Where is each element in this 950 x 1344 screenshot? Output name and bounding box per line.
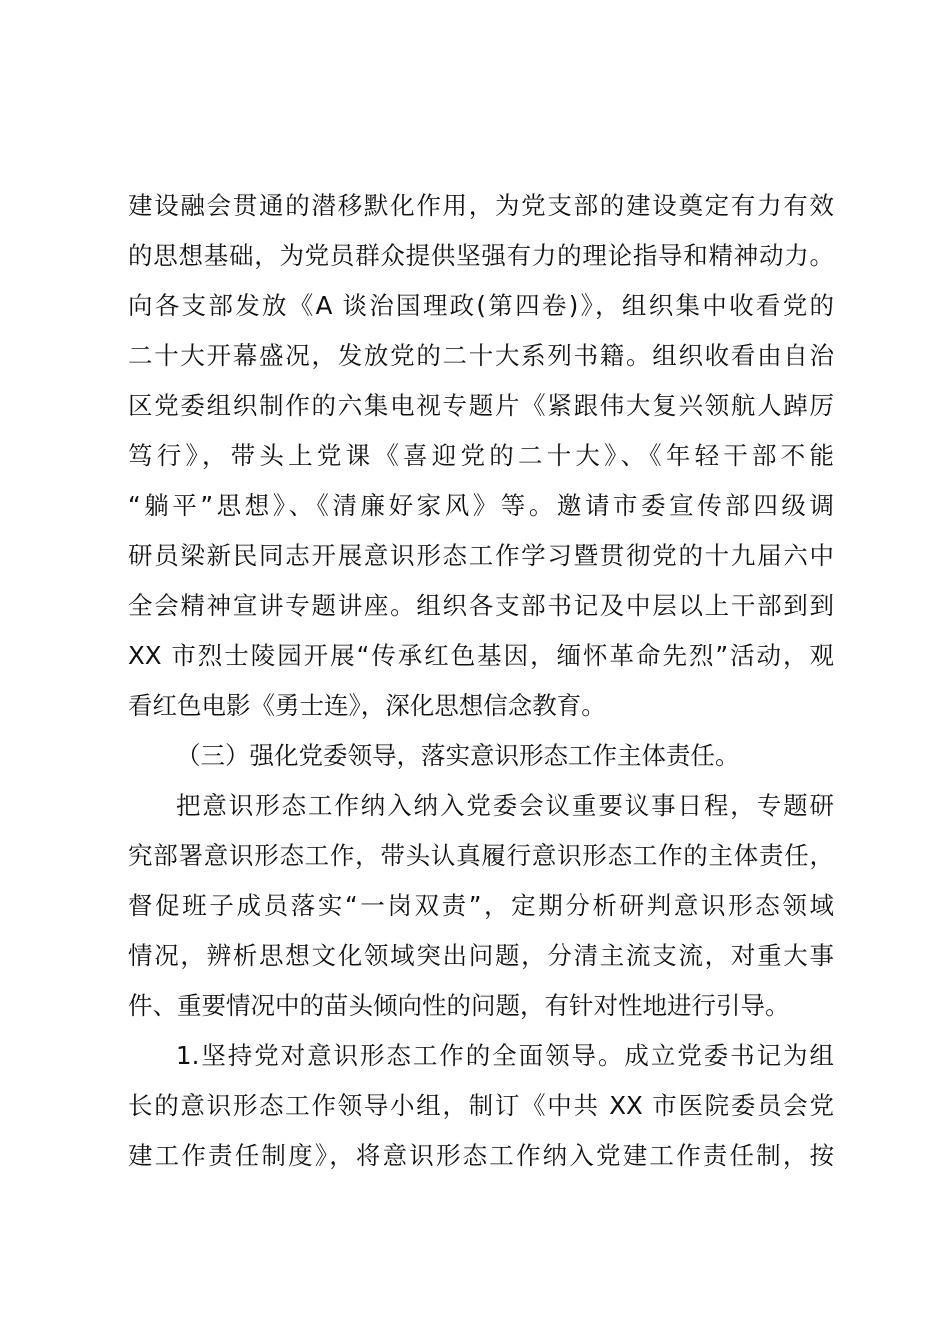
text-line: 二十大开幕盛况，发放党的二十大系列书籍。组织收看由自治 [128, 341, 834, 370]
text-line: 情况，辨析思想文化领域突出问题，分清主流支流，对重大事 [128, 941, 834, 970]
text-line: 把意识形态工作纳入纳入党委会议重要议事日程，专题研 [176, 791, 834, 820]
text-line: XX 市烈士陵园开展“传承红色基因，缅怀革命先烈”活动，观 [128, 641, 834, 670]
paragraph-party-committee-leadership [128, 781, 834, 1031]
text-line: 究部署意识形态工作，带头认真履行意识形态工作的主体责任， [128, 841, 834, 870]
text-line: 区党委组织制作的六集电视专题片《紧跟伟大复兴领航人踔厉 [128, 391, 834, 420]
text-line: 全会精神宣讲专题讲座。组织各支部书记及中层以上干部到到 [128, 591, 834, 620]
document-body [128, 181, 834, 1181]
text-line: 研员梁新民同志开展意识形态工作学习暨贯彻党的十九届六中 [128, 541, 834, 570]
section-heading-three [128, 731, 834, 781]
text-line: 长的意识形态工作领导小组，制订《中共 XX 市医院委员会党 [128, 1091, 834, 1120]
paragraph-ideological-study [128, 181, 834, 731]
text-line: 件、重要情况中的苗头倾向性的问题，有针对性地进行引导。 [128, 991, 790, 1020]
text-line: 向各支部发放《A 谈治国理政(第四卷)》，组织集中收看党的 [128, 291, 834, 320]
text-line: 建设融会贯通的潜移默化作用，为党支部的建设奠定有力有效 [128, 191, 834, 220]
paragraph-item-one [128, 1031, 834, 1181]
text-line: “躺平”思想》、《清廉好家风》等。邀请市委宣传部四级调 [128, 491, 834, 520]
text-line: 建工作责任制度》，将意识形态工作纳入党建工作责任制，按 [128, 1141, 834, 1170]
text-line: 的思想基础，为党员群众提供坚强有力的理论指导和精神动力。 [128, 241, 834, 270]
text-line: 笃行》，带头上党课《喜迎党的二十大》、《年轻干部不能 [128, 441, 834, 470]
text-line: 督促班子成员落实“一岗双责”，定期分析研判意识形态领域 [128, 891, 834, 920]
text-line: 看红色电影《勇士连》，深化思想信念教育。 [128, 691, 606, 720]
text-line: 1.坚持党对意识形态工作的全面领导。成立党委书记为组 [176, 1041, 834, 1070]
section-heading-text: （三）强化党委领导，落实意识形态工作主体责任。 [176, 741, 740, 770]
